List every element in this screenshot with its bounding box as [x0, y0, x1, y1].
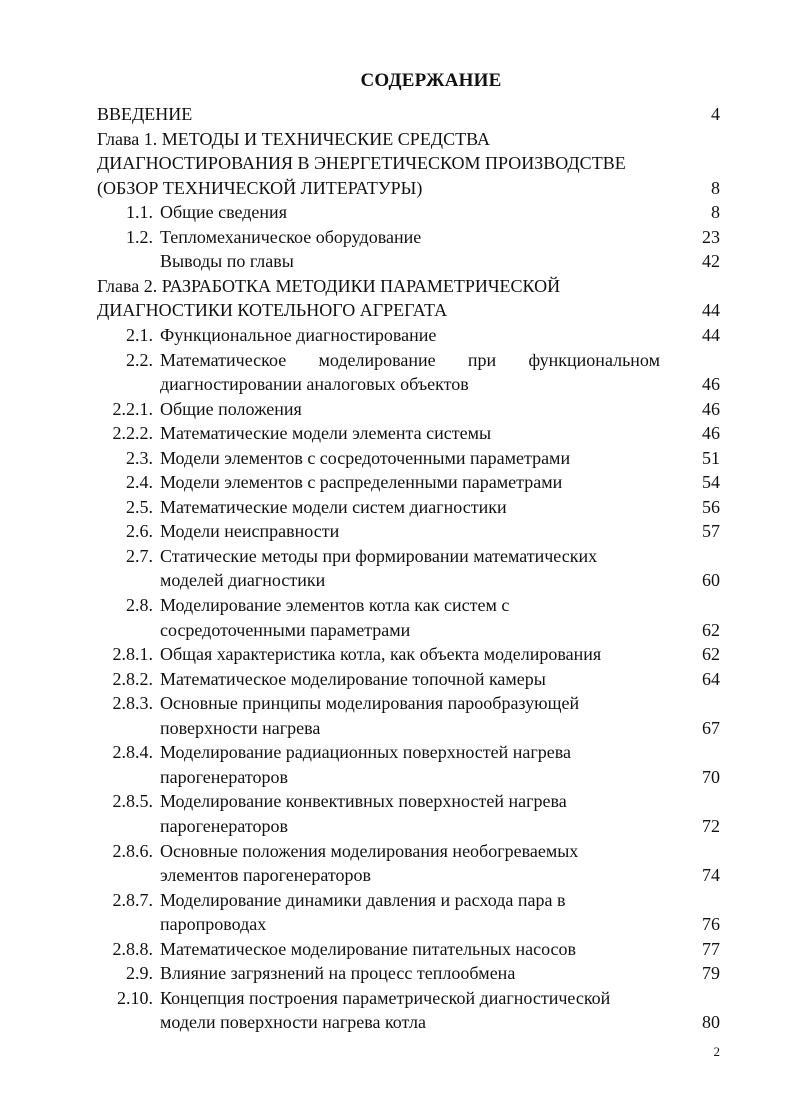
toc-entry-number: 2.8.7. [112, 889, 153, 910]
toc-entry-title: (ОБЗОР ТЕХНИЧЕСКОЙ ЛИТЕРАТУРЫ) [97, 177, 423, 198]
toc-entry-title: Выводы по главы [160, 251, 294, 272]
toc-entry [0, 740, 792, 764]
toc-entry-page: 54 [702, 472, 720, 493]
toc-entry [0, 470, 792, 494]
toc-entry-title: Тепломеханическое оборудование [160, 226, 422, 247]
toc-entry-title: диагностировании аналоговых объектов [160, 374, 469, 395]
toc-entry [0, 618, 792, 642]
page-number: 2 [713, 1044, 720, 1059]
toc-entry [0, 519, 792, 543]
toc-entry-number: 2.8. [126, 595, 153, 615]
toc-entry-page: 67 [702, 717, 720, 738]
toc-entry-page: 44 [702, 324, 720, 345]
toc-entry-title: Модели элементов с сосредоточенными параметрами [160, 447, 571, 468]
toc-entry-title: Общая характеристика котла, как объекта моделирования [160, 644, 602, 665]
toc-entry-number: 2.2. [126, 349, 153, 370]
toc-entry-title: Моделирование элементов котла как систем с [160, 595, 510, 615]
toc-entry-number: 2.2.2. [112, 423, 153, 444]
toc-entry-number: 2.6. [126, 521, 153, 542]
toc-entry-title: Общие сведения [160, 202, 287, 223]
toc-entry-title: Математические модели элемента системы [160, 423, 492, 444]
toc-entry-number: 2.8.5. [112, 791, 153, 812]
toc-entry [0, 323, 792, 347]
toc-entry [0, 814, 792, 838]
toc-entry-title: поверхности нагрева [160, 717, 321, 738]
toc-entry-page: 70 [702, 766, 720, 787]
toc-entry-page: 4 [711, 104, 720, 124]
toc-entry-number: 1.2. [126, 226, 153, 247]
toc-entry-title: Основные положения моделирования необогреваемых [160, 840, 579, 861]
toc-entry-title: ДИАГНОСТИКИ КОТЕЛЬНОГО АГРЕГАТА [97, 300, 448, 321]
toc-entry-title: Основные принципы моделирования парообразующей [160, 693, 580, 714]
toc-entry [0, 1010, 792, 1034]
toc-entry [0, 249, 792, 273]
toc-entry-number: 2.8.8. [112, 938, 153, 959]
toc-entry-number: 2.8.6. [112, 840, 153, 861]
toc-entry-title: Моделирование конвективных поверхностей нагрева [160, 791, 567, 812]
toc-entry-page: 64 [702, 668, 720, 689]
toc-entry [0, 937, 792, 961]
toc-entry-page: 56 [702, 496, 720, 517]
page-title: СОДЕРЖАНИЕ [360, 70, 502, 91]
toc-entry [0, 789, 792, 813]
toc-entry [0, 446, 792, 470]
toc-entry [0, 593, 792, 617]
toc-entry [0, 765, 792, 789]
toc-entry-title: модели поверхности нагрева котла [160, 1012, 426, 1033]
toc-entry-word: моделирование [318, 349, 436, 370]
toc-entry-page: 46 [702, 374, 720, 395]
toc-entry-title: Общие положения [160, 398, 302, 419]
toc-entry-page: 79 [702, 963, 720, 984]
toc-entry-title: Статические методы при формировании математических [160, 545, 598, 566]
toc-entry-page: 8 [711, 177, 720, 198]
toc-entry-page: 76 [702, 914, 720, 935]
toc-entry [0, 102, 792, 126]
toc-entry-title: ДИАГНОСТИРОВАНИЯ В ЭНЕРГЕТИЧЕСКОМ ПРОИЗВОДСТВЕ [97, 153, 626, 174]
toc-entry-title: ВВЕДЕНИЕ [97, 104, 193, 124]
toc-entry [0, 127, 792, 151]
toc-entry [0, 888, 792, 912]
toc-entry [0, 863, 792, 887]
toc-entry [0, 176, 792, 200]
toc-entry-title: паропроводах [160, 914, 267, 935]
toc-entry-number: 2.10. [117, 987, 153, 1008]
toc-entry-title: Моделирование радиационных поверхностей нагрева [160, 742, 572, 763]
toc-entry [0, 642, 792, 666]
toc-entry-title: Математические модели систем диагностики [160, 496, 507, 517]
toc-entry-number: 2.8.2. [112, 668, 153, 689]
toc-entry [0, 912, 792, 936]
toc-entry-title: Математическое моделирование питательных насосов [160, 938, 577, 959]
toc-entry-title: Влияние загрязнений на процесс теплообмена [160, 963, 516, 984]
toc-entry-page: 72 [702, 815, 720, 836]
toc-entry-title: сосредоточенными параметрами [160, 619, 411, 640]
toc-entry-word: при [467, 349, 497, 370]
toc-entry-number: 1.1. [126, 202, 153, 223]
toc-entry-number: 2.3. [126, 447, 153, 468]
toc-entry-number: 2.7. [126, 545, 153, 566]
toc-entry-page: 80 [702, 1012, 720, 1033]
toc-entry [0, 225, 792, 249]
toc-entry-page: 62 [702, 644, 720, 665]
toc-entry [0, 274, 792, 298]
toc-entry [0, 667, 792, 691]
toc-entry-page: 51 [702, 447, 720, 468]
toc-entry-title: Глава 1. МЕТОДЫ И ТЕХНИЧЕСКИЕ СРЕДСТВА [97, 128, 490, 149]
toc-entry-number: 2.8.3. [112, 693, 153, 714]
toc-entry [0, 151, 792, 175]
toc-entry [0, 495, 792, 519]
toc-entry-number: 2.8.4. [112, 742, 153, 763]
toc-entry-title: моделей диагностики [160, 570, 326, 591]
toc-entry-page: 77 [702, 938, 720, 959]
toc-entry-title: Модели неисправности [160, 521, 340, 542]
toc-entry-page: 44 [702, 300, 720, 321]
toc-entry [0, 348, 792, 372]
toc-entry [0, 544, 792, 568]
toc-entry-title [160, 348, 660, 372]
toc-entry [0, 961, 792, 985]
toc-entry [0, 691, 792, 715]
toc-entry-word: функциональном [528, 349, 660, 370]
toc-entry-title: Математическое моделирование топочной камеры [160, 668, 546, 689]
toc-entry-page: 60 [702, 570, 720, 591]
toc-entry-page: 57 [702, 521, 720, 542]
toc-entry-page: 42 [702, 251, 720, 272]
toc-entry [0, 716, 792, 740]
toc-entry-title: парогенераторов [160, 766, 289, 787]
toc-entry-number: 2.9. [126, 963, 153, 984]
toc-entry-number: 2.8.1. [112, 644, 153, 665]
toc-entry-page: 8 [711, 202, 720, 223]
toc-entry-title: Моделирование динамики давления и расхода пара в [160, 889, 566, 910]
toc-entry-page: 74 [702, 865, 720, 886]
toc-entry-title: Глава 2. РАЗРАБОТКА МЕТОДИКИ ПАРАМЕТРИЧЕСКОЙ [97, 275, 561, 296]
toc-entry-number: 2.1. [126, 324, 153, 345]
toc-entry [0, 200, 792, 224]
toc-entry-title: Концепция построения параметрической диагностической [160, 987, 611, 1008]
toc-entry-word: Математическое [160, 349, 287, 370]
toc-entry-title: Модели элементов с распределенными параметрами [160, 472, 563, 493]
toc-entry-page: 62 [702, 619, 720, 640]
toc-entry-page: 23 [702, 226, 720, 247]
toc-entry-page: 46 [702, 423, 720, 444]
toc-entry-page: 46 [702, 398, 720, 419]
toc-entry-title: парогенераторов [160, 815, 289, 836]
toc-entry-number: 2.4. [126, 472, 153, 493]
toc-entry-number: 2.2.1. [112, 398, 153, 419]
toc-entry [0, 839, 792, 863]
toc-entry [0, 397, 792, 421]
toc-entry-title: элементов парогенераторов [160, 865, 372, 886]
toc-entry [0, 298, 792, 322]
toc-entry [0, 372, 792, 396]
toc-entry [0, 986, 792, 1010]
toc-entry-number: 2.5. [126, 496, 153, 517]
toc-entry-title: Функциональное диагностирование [160, 324, 437, 345]
toc-entry [0, 421, 792, 445]
toc-entry [0, 568, 792, 592]
